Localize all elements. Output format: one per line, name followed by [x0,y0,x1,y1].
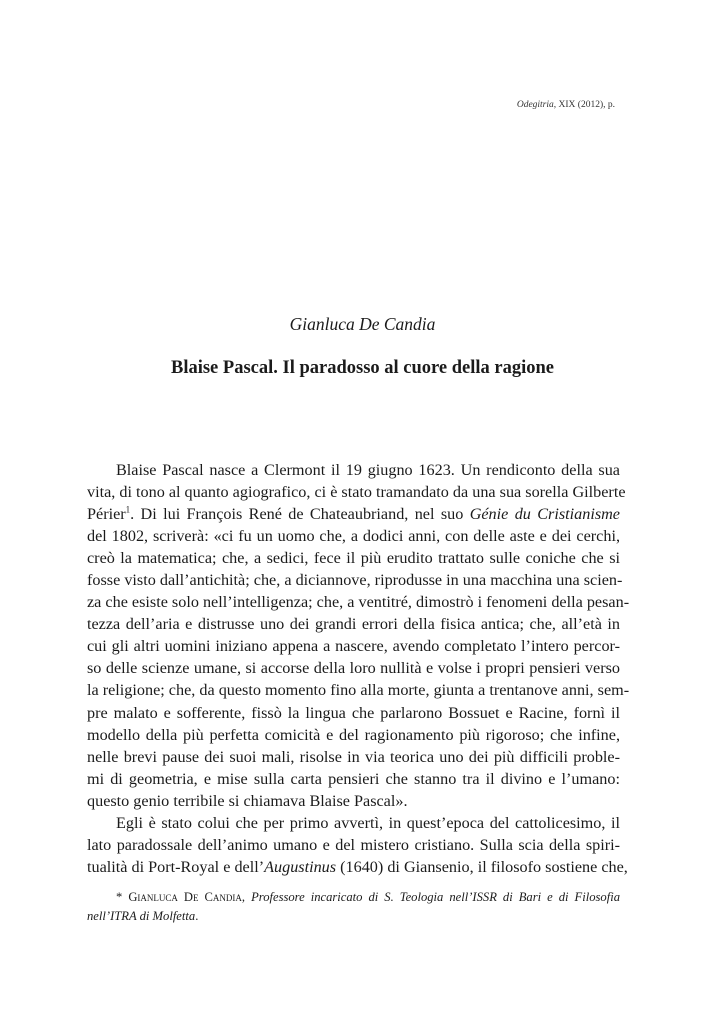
text-run: tualità di Port-Royal e dell’ [87,857,265,876]
text-line: za che esiste solo nell’intelligenza; che, a ventitré, dimostrò i fenomeni della pesan- [87,593,630,612]
text-line: tezza dell’aria e distrusse uno dei grandi errori della fisica antica; che, all’età in [87,615,620,634]
text-run: Périer [87,505,126,524]
text-line: cui gli altri uomini iniziano appena a nascere, avendo completato l’intero percor- [87,637,620,656]
text-line: questo genio terribile si chiamava Blaise Pascal». [87,791,408,810]
text-line: nelle brevi pause dei suoi mali, risolse in via teorica uno dei più difficili proble- [87,747,620,766]
text-line: del 1802, scriverà: «ci fu un uomo che, a dodici anni, con delle aste e dei cerchi, [87,527,620,546]
footnote-separator: , [241,890,252,904]
article-body [87,459,630,878]
paragraph-1 [87,459,630,812]
text-line: creò la matematica; che, a sedici, fece il più erudito trattato sulle coniche che si [87,549,620,568]
footnote-line [87,888,620,907]
paragraph-2 [87,812,628,878]
footnote [87,888,620,926]
running-header [517,100,615,110]
footnote-line [87,907,620,926]
footnote-marker: * [116,890,129,904]
book-title: Génie du Cristianisme [469,505,620,524]
footnote-ref: 1 [125,504,131,515]
footnote-author: Gianluca De Candia [128,890,242,904]
text-line: la religione; che, da questo momento fino alla morte, giunta a trentanove anni, sem- [87,681,630,700]
article-title: Blaise Pascal. Il paradosso al cuore della ragione [170,358,555,378]
text-run: . Di lui François René de Chateaubriand, nel suo [130,505,470,524]
text-line: vita, di tono al quanto agiografico, ci è stato tramandato da una sua sorella Gilberte [87,483,626,502]
text-line: Blaise Pascal nasce a Clermont il 19 giugno 1623. Un rendiconto della sua [116,461,620,479]
article-author: Gianluca De Candia [289,314,436,334]
text-line: mi di geometria, e mise sulla carta pensieri che stanno tra il divino e l’umano: [87,769,620,788]
text-line: lato paradossale dell’animo umano e del mistero cristiano. Sulla scia della spiri- [87,835,620,854]
journal-name: Odegitria [516,100,554,110]
journal-volume: , XIX (2012), p. [553,100,615,110]
text-line: fosse visto dall’antichità; che, a diciannove, riprodusse in una macchina una scien- [87,571,623,590]
footnote-end: . [195,909,199,923]
text-run: (1640) di Giansenio, il filosofo sostiene che, [336,857,628,876]
book-title: Augustinus [264,857,337,876]
footnote-affiliation: nell’ITRA di Molfetta [87,909,196,923]
text-line: modello della più perfetta comicità e del ragionamento più rigoroso; che infine, [87,725,620,744]
text-line: pre malato e sofferente, fissò la lingua che parlarono Bossuet e Racine, fornì il [87,703,620,722]
footnote-affiliation: Professore incaricato di S. Teologia nell’ISSR di Bari e di Filosofia [251,890,621,904]
text-line [87,503,620,525]
text-line: Egli è stato colui che per primo avvertì, in quest’epoca del cattolicesimo, il [116,813,620,832]
text-line: so delle scienze umane, si accorse della loro nullità e volse i propri pensieri verso [87,659,620,678]
text-line [87,856,628,878]
